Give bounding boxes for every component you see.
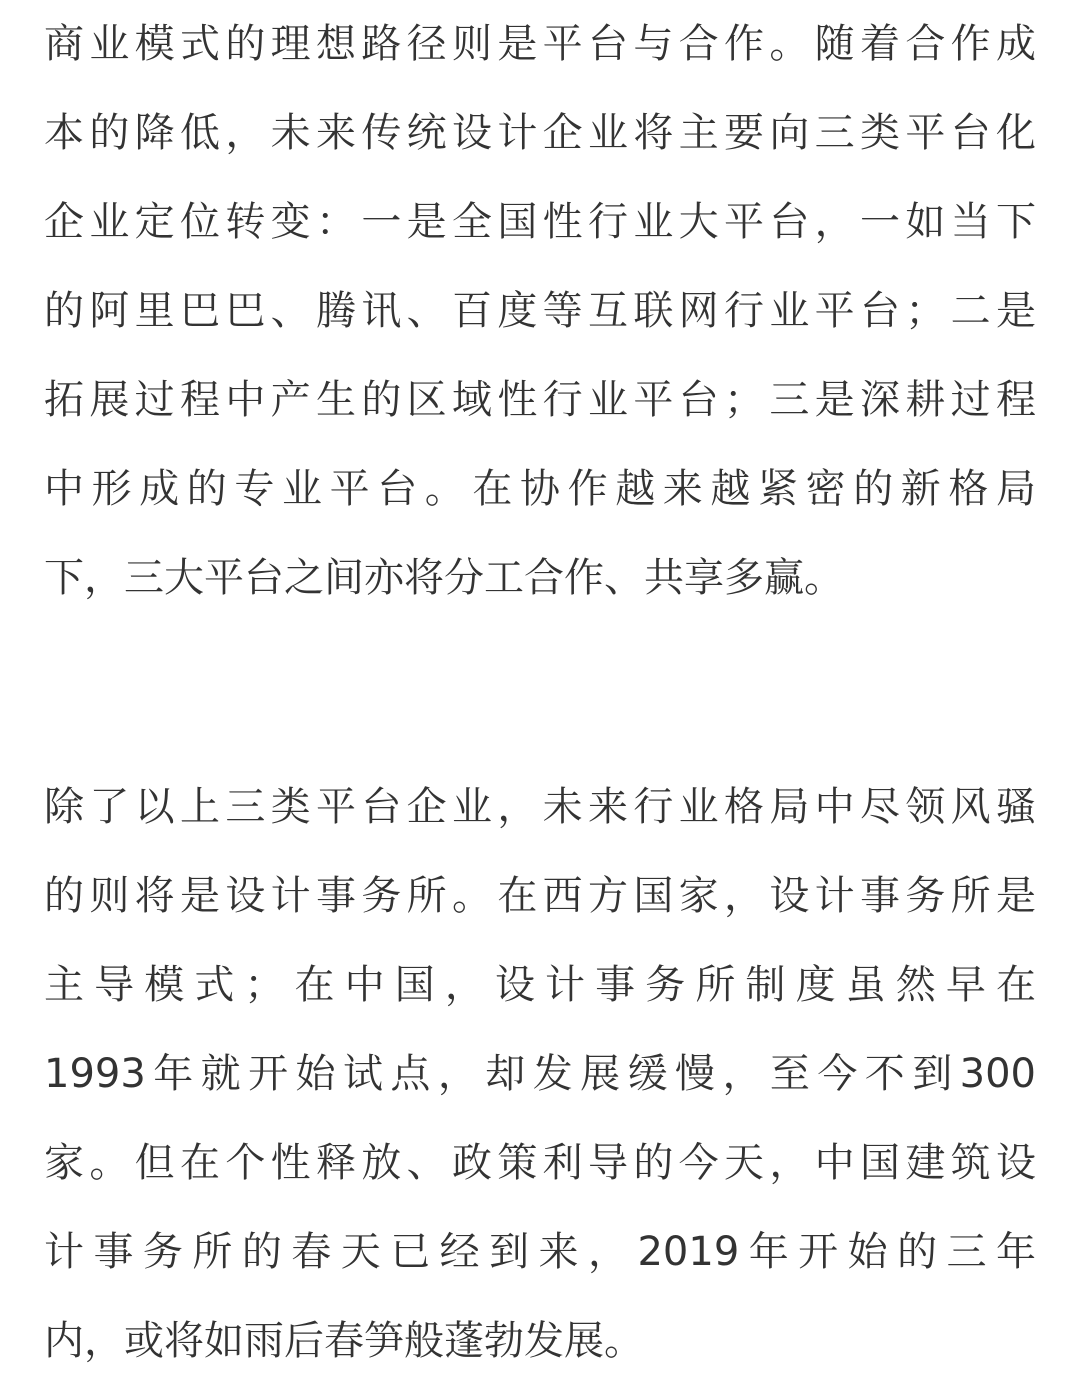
text-line: 除了以上三类平台企业，未来行业格局中尽领风骚	[44, 784, 1036, 830]
text-line: 本的降低，未来传统设计企业将主要向三类平台化	[44, 110, 1036, 156]
text-line: 下，三大平台之间亦将分工合作、共享多赢。	[44, 555, 844, 601]
text-line: 1993年就开始试点，却发展缓慢，至今不到300	[44, 1051, 1036, 1097]
text-line: 的阿里巴巴、腾讯、百度等互联网行业平台；二是	[44, 288, 1036, 334]
text-line: 计事务所的春天已经到来，2019年开始的三年	[44, 1229, 1036, 1275]
paragraph-platforms	[44, 0, 1036, 623]
text-line: 内，或将如雨后春笋般蓬勃发展。	[44, 1318, 644, 1364]
text-line: 中形成的专业平台。在协作越来越紧密的新格局	[44, 466, 1036, 512]
text-line: 企业定位转变：一是全国性行业大平台，一如当下	[44, 199, 1036, 245]
paragraph-design-firms	[44, 763, 1036, 1386]
paragraph-spacer	[44, 623, 1036, 763]
article-body	[44, 0, 1036, 1386]
text-line: 主导模式；在中国，设计事务所制度虽然早在	[44, 962, 1036, 1008]
text-line: 拓展过程中产生的区域性行业平台；三是深耕过程	[44, 377, 1036, 423]
text-line: 商业模式的理想路径则是平台与合作。随着合作成	[44, 21, 1036, 67]
text-line: 家。但在个性释放、政策利导的今天，中国建筑设	[44, 1140, 1036, 1186]
text-line: 的则将是设计事务所。在西方国家，设计事务所是	[44, 873, 1036, 919]
